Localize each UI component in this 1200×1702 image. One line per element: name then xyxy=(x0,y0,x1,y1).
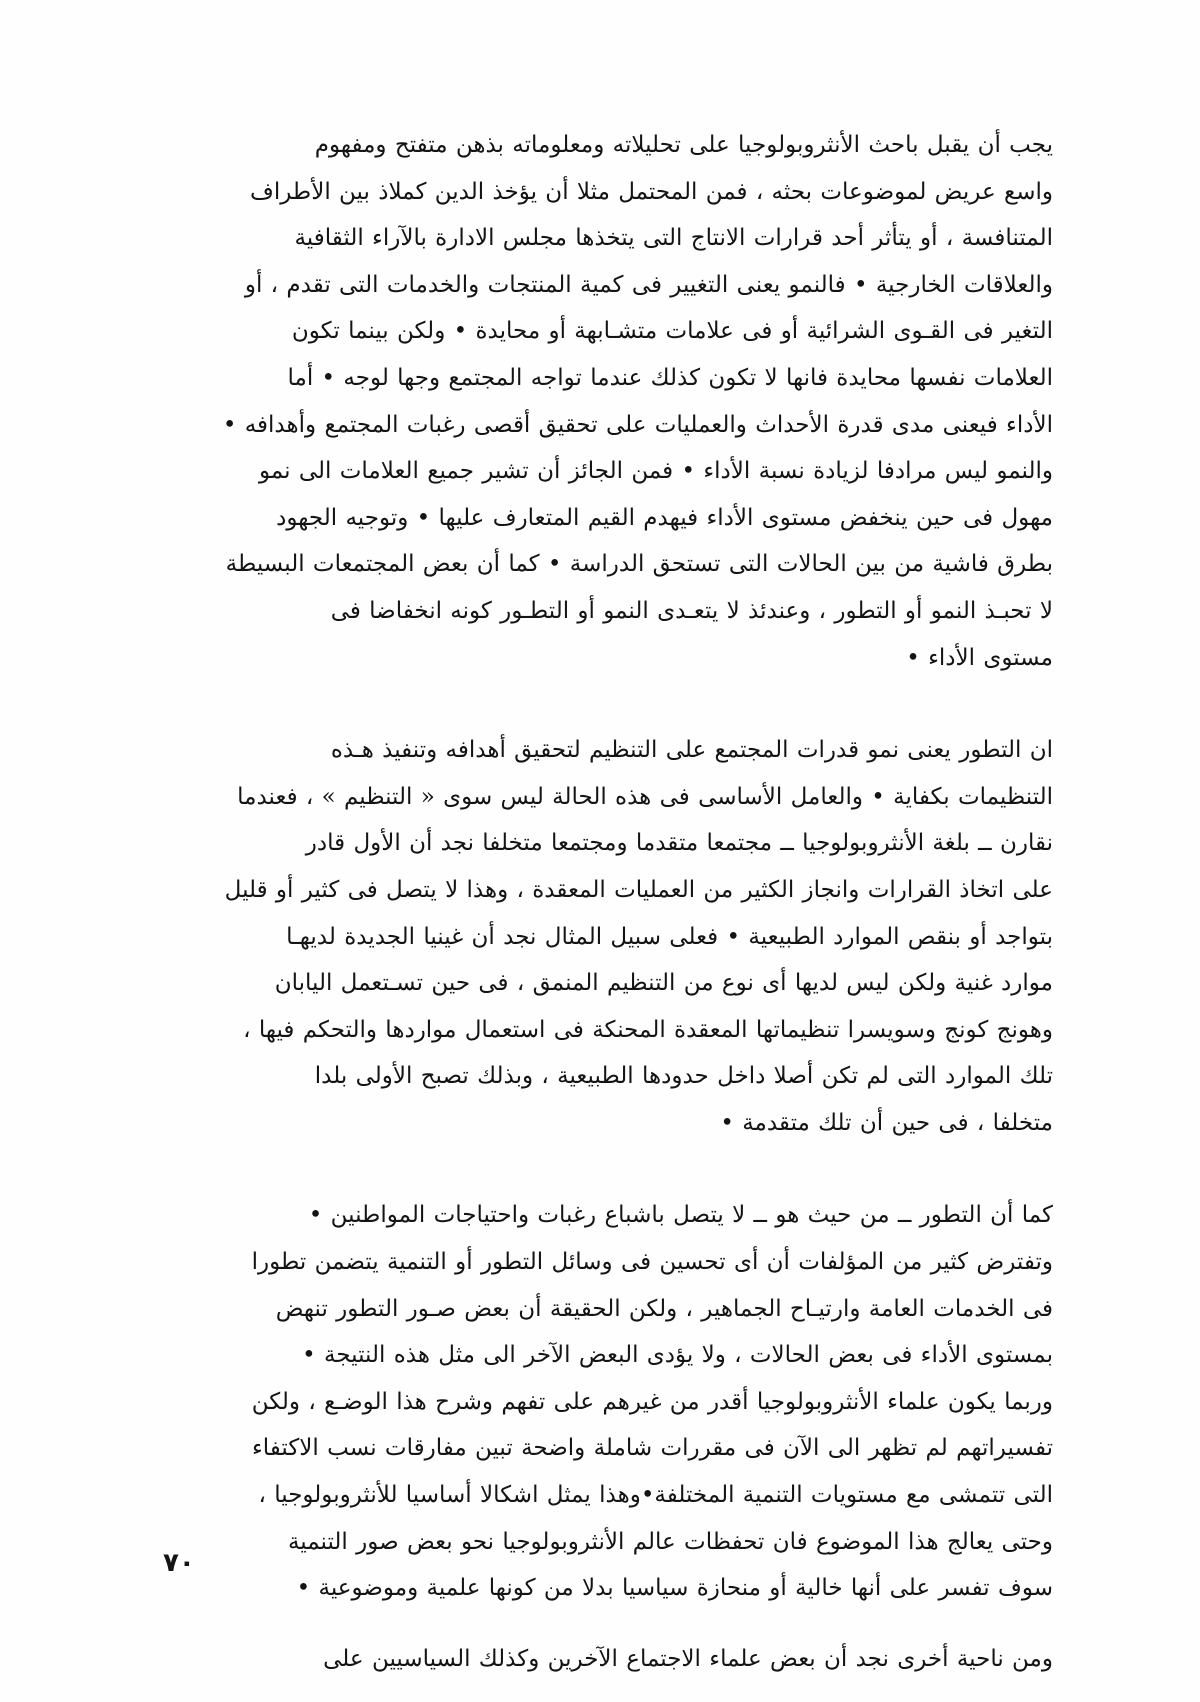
text-line: المتنافسة ، أو يتأثر أحد قرارات الانتاج التى يتخذها مجلس الادارة بالآراء الثقافية xyxy=(294,225,1053,252)
text-line: التغير فى القـوى الشرائية أو فى علامات متشـابهة أو محايدة • ولكن بينما تكون xyxy=(291,318,1053,345)
text-line: فى الخدمات العامة وارتيـاح الجماهير ، ولكن الحقيقة أن بعض صـور التطور تنهض xyxy=(275,1295,1053,1322)
text-line: الأداء فيعنى مدى قدرة الأحداث والعمليات على تحقيق أقصى رغبات المجتمع وأهدافه • xyxy=(222,411,1053,438)
text-line: بطرق فاشية من بين الحالات التى تستحق الدراسة • كما أن بعض المجتمعات البسيطة xyxy=(225,551,1053,578)
text-line: واسع عريض لموضوعات بحثه ، فمن المحتمل مثلا أن يؤخذ الدين كملاذ بين الأطراف xyxy=(250,178,1053,205)
text-line: بتواجد أو بنقص الموارد الطبيعية • فعلى سبيل المثال نجد أن غينيا الجديدة لديهـا xyxy=(286,923,1053,950)
text-line: كما أن التطور ــ من حيث هو ــ لا يتصل باشباع رغبات واحتياجات المواطنين • xyxy=(308,1202,1053,1229)
text-line: ان التطور يعنى نمو قدرات المجتمع على التنظيم لتحقيق أهدافه وتنفيذ هـذه xyxy=(330,737,1053,764)
text-line: مهول فى حين ينخفض مستوى الأداء فيهدم القيم المتعارف عليها • وتوجيه الجهود xyxy=(276,504,1053,531)
text-line: على اتخاذ القرارات وانجاز الكثير من العمليات المعقدة ، وهذا لا يتصل فى كثير أو قليل xyxy=(224,876,1053,903)
text-line: وهونج كونج وسويسرا تنظيماتها المعقدة المحنكة فى استعمال مواردها والتحكم فيها ، xyxy=(243,1016,1053,1043)
paragraph-spacer xyxy=(148,1612,1053,1636)
text-line: تلك الموارد التى لم تكن أصلا داخل حدودها الطبيعية ، وبذلك تصبح الأولى بلدا xyxy=(314,1063,1053,1090)
text-line: نقارن ــ بلغة الأنثروبولوجيا ــ مجتمعا متقدما ومجتمعا متخلفا نجد أن الأول قادر xyxy=(305,830,1053,857)
text-line: لا تحبـذ النمو أو التطور ، وعندئذ لا يتعـدى النمو أو التطـور كونه انخفاضا فى xyxy=(330,597,1053,624)
paragraph-spacer xyxy=(148,1146,1053,1192)
text-line: العلامات نفسها محايدة فانها لا تكون كذلك عندما تواجه المجتمع وجها لوجه • أما xyxy=(287,364,1053,391)
paragraph-2 xyxy=(148,727,1053,1146)
text-line: ومن ناحية أخرى نجد أن بعض علماء الاجتماع الآخرين وكذلك السياسيين على xyxy=(323,1645,1053,1672)
paragraph-3 xyxy=(148,1192,1053,1611)
text-line: والعلاقات الخارجية • فالنمو يعنى التغيير فى كمية المنتجات والخدمات التى تقدم ، أو xyxy=(244,271,1053,298)
page-number: ٧٠ xyxy=(163,1548,195,1578)
text-line: وربما يكون علماء الأنثروبولوجيا أقدر من غيرهم على تفهم وشرح هذا الوضـع ، ولكن xyxy=(251,1388,1053,1415)
body-text xyxy=(148,122,1053,1682)
text-line: سوف تفسر على أنها خالية أو منحازة سياسيا بدلا من كونها علمية وموضوعية • xyxy=(296,1575,1053,1602)
paragraph-spacer xyxy=(148,681,1053,727)
text-line: بمستوى الأداء فى بعض الحالات ، ولا يؤدى البعض الآخر الى مثل هذه النتيجة • xyxy=(302,1342,1053,1369)
paragraph-1 xyxy=(148,122,1053,681)
text-line: وحتى يعالج هذا الموضوع فان تحفظات عالم الأنثروبولوجيا نحو بعض صور التنمية xyxy=(287,1528,1053,1555)
text-line: التنظيمات بكفاية • والعامل الأساسى فى هذه الحالة ليس سوى « التنظيم » ، فعندما xyxy=(237,783,1053,810)
text-line: مستوى الأداء • xyxy=(906,644,1053,671)
paragraph-4 xyxy=(148,1636,1053,1683)
text-line: متخلفا ، فى حين أن تلك متقدمة • xyxy=(720,1109,1053,1136)
text-line: موارد غنية ولكن ليس لديها أى نوع من التنظيم المنمق ، فى حين تسـتعمل اليابان xyxy=(274,970,1053,997)
text-line: التى تتمشى مع مستويات التنمية المختلفة•وهذا يمثل اشكالا أساسيا للأنثروبولوجيا ، xyxy=(258,1482,1053,1509)
text-line: يجب أن يقبل باحث الأنثروبولوجيا على تحليلاته ومعلوماته بذهن متفتح ومفهوم xyxy=(314,132,1053,158)
text-line: والنمو ليس مرادفا لزيادة نسبة الأداء • فمن الجائز أن تشير جميع العلامات الى نمو xyxy=(258,458,1053,485)
text-line: تفسيراتهم لم تظهر الى الآن فى مقررات شاملة واضحة تبين مفارقات نسب الاكتفاء xyxy=(251,1435,1053,1462)
text-line: وتفترض كثير من المؤلفات أن أى تحسين فى وسائل التطور أو التنمية يتضمن تطورا xyxy=(251,1249,1053,1276)
